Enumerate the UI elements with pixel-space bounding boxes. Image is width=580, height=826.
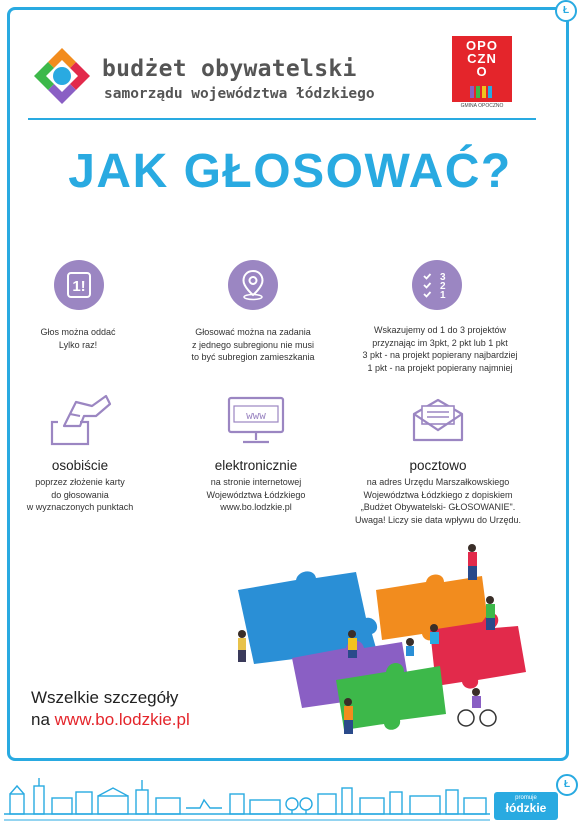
opoczno-letters-1: OPO [466,38,498,53]
brand-subtitle: samorządu województwa łódzkiego [104,86,375,102]
rule-text-3 [340,324,540,374]
footer-prefix: na [31,710,55,729]
method-title-post: pocztowo [409,458,467,473]
footer-details-link-line [31,710,190,730]
city-skyline-strip [0,764,580,826]
ballot-box-hand-icon [50,392,112,446]
person-figure-1 [238,630,246,662]
brand-title: budżet obywatelski [102,56,357,82]
footer-details-label: Wszelkie szczegóły [31,688,179,707]
envelope-icon [410,398,466,442]
promuje-lodzkie-badge [494,792,558,820]
person-figure-7 [344,698,353,734]
promuje-big-text: łódzkie [505,801,547,815]
method-text-1 [16,476,144,514]
opoczno-letters-2: CZN [467,51,497,66]
method-text-1-content: poprzez złożenie karty do głosowania w wyznaczonych punktach [26,477,134,512]
page-title: JAK GŁOSOWAĆ? [68,145,512,198]
rank-2: 2 [440,281,446,292]
method-text-2 [188,476,324,514]
corner-l-icon-bottom: Ł [556,774,578,796]
footer-url-link[interactable]: www.bo.lodzkie.pl [54,710,190,729]
person-figure-3 [348,630,357,658]
promuje-small-text: promuje [515,795,537,801]
cyclist-figure [458,688,496,726]
rule-text-3-content: Wskazujemy od 1 do 3 projektów przyznając im 3pkt, 2 pkt lub 1 pkt 3 pkt - na projekt popierany najbardziej 1 pkt - na projekt popierany najmniej [362,325,518,373]
rule-text-2 [168,326,338,364]
method-text-3 [338,476,538,526]
method-title-in-person: osobiście [51,458,109,473]
rule-badge-text: 1! [72,278,86,295]
opoczno-letters-3: O [476,64,488,79]
puzzle-people-illustration [226,530,556,745]
header-divider [28,118,536,120]
rank-3: 3 [440,272,446,283]
person-figure-5 [486,596,495,630]
rule-text-2-content: Głosować można na zadania z jednego subregionu nie musi to być subregion zamieszkania [191,327,315,362]
opoczno-logo [452,36,512,102]
method-title-online: elektronicznie [214,458,298,473]
ranking-321-icon [412,260,462,310]
method-text-2-content: na stronie internetowej Województwa Łódzkiego www.bo.lodzkie.pl [206,477,306,512]
person-figure-8 [406,638,414,656]
rule-text-1-content: Głos można oddać Lylko raz! [40,327,116,350]
location-pin-icon [228,260,278,310]
corner-l-icon: Ł [555,0,577,22]
method-text-3-content: na adres Urzędu Marszałkowskiego Województwa Łódzkiego z dopiskiem „Budżet Obywatelski- GŁOSOWANIE". Uwaga! Liczy sie data wpływu do Urzędu. [354,477,522,525]
opoczno-caption: GMINA OPOCZNO [460,103,504,109]
budget-puzzle-logo-icon [30,44,94,108]
rank-1: 1 [440,290,446,301]
rule-text-1 [18,326,138,351]
one-exclamation-icon [54,260,104,310]
person-figure-6 [430,624,439,644]
computer-monitor-icon [225,396,287,448]
person-figure-4 [468,544,477,580]
monitor-screen-text: www [246,409,266,422]
